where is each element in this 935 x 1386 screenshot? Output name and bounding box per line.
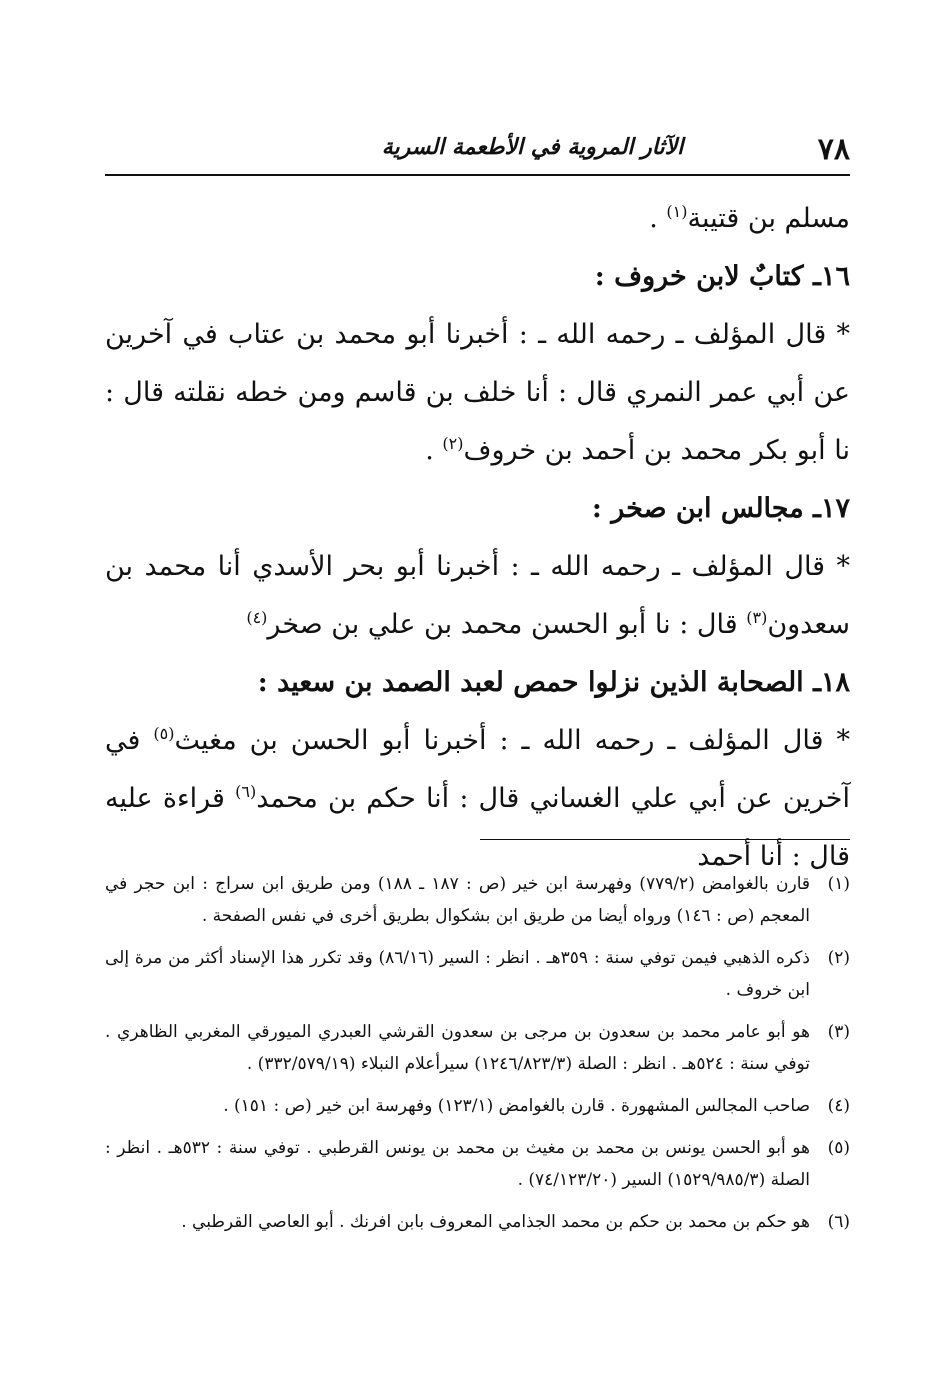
footnote-text: قارن بالغوامض (٧٧٩/٢) وفهرسة ابن خير (ص : ١٨٧ ـ ١٨٨) ومن طريق ابن سراج : ابن حجر في المعجم (ص : ١٤٦) ورواه أيضا من طريق ابن بشكوال بطريق أخرى في نفس الصفحة .	[105, 874, 811, 926]
footnote-6	[105, 1206, 850, 1238]
entry-18-body-a: * قال المؤلف ـ رحمه الله ـ : أخبرنا أبو الحسن بن مغيث	[174, 725, 851, 756]
footnote-text: هو أبو الحسن يونس بن محمد بن مغيث بن محمد بن يونس القرطبي . توفي سنة : ٥٣٢هـ . انظر : الصلة (١٥٢٩/٩٨٥/٣) السير (٧٤/١٢٣/٢٠) .	[105, 1138, 810, 1190]
footnote-text: هو حكم بن محمد بن حكم بن محمد الجذامي المعروف بابن افرنك . أبو العاصي القرطبي .	[181, 1212, 810, 1232]
footnote-ref-2[interactable]: (٢)	[442, 434, 464, 453]
intro-text: مسلم بن قتيبة	[687, 203, 850, 234]
header-divider	[105, 174, 850, 176]
footnote-4	[105, 1090, 850, 1122]
footnote-5	[105, 1132, 850, 1196]
footnote-3	[105, 1016, 850, 1080]
entry-17-body-a: * قال المؤلف ـ رحمه الله ـ : أخبرنا أبو بحر الأسدي أنا محمد بن سعدون	[105, 551, 850, 640]
entry-18-body-c: قراءة عليه قال : أنا أحمد	[105, 783, 850, 872]
footnote-text: صاحب المجالس المشهورة . قارن بالغوامض (١٢٣/١) وفهرسة ابن خير (ص : ١٥١) .	[223, 1096, 810, 1116]
footnote-text: ذكره الذهبي فيمن توفي سنة : ٣٥٩هـ . انظر : السير (٨٦/١٦) وقد تكرر هذا الإسناد أكثر من مرة إلى ابن خروف .	[105, 948, 811, 1000]
footnotes	[105, 868, 850, 1248]
paragraph-intro	[105, 190, 850, 248]
intro-end: .	[649, 203, 667, 234]
footnote-number: (٥)	[827, 1138, 850, 1158]
book-title: الآثار المروية في الأطعمة السرية	[381, 134, 684, 160]
footnote-number: (٢)	[827, 948, 850, 968]
page-number: ٧٨	[817, 132, 850, 167]
entry-18-body-b: في آخرين عن أبي علي الغساني قال : أنا حكم بن محمد	[105, 725, 850, 814]
footnote-number: (٤)	[827, 1096, 850, 1116]
main-text	[105, 190, 850, 886]
footnote-number: (١)	[827, 874, 850, 894]
footnote-2	[105, 942, 850, 1006]
footnote-number: (٣)	[827, 1022, 850, 1042]
entry-16-end: .	[425, 435, 443, 466]
entry-17-body-b: قال : نا أبو الحسن محمد بن علي بن صخر	[267, 609, 747, 640]
entry-16-text	[105, 306, 850, 480]
entry-17-text	[105, 538, 850, 654]
entry-18-text	[105, 712, 850, 886]
entry-16-body: * قال المؤلف ـ رحمه الله ـ : أخبرنا أبو محمد بن عتاب في آخرين عن أبي عمر النمري قال : أنا خلف بن قاسم ومن خطه نقلته قال : نا أبو بكر محمد بن أحمد بن خروف	[105, 319, 850, 466]
page-header	[105, 120, 850, 176]
entry-16-title: ١٦ـ كتابٌ لابن خروف :	[594, 261, 850, 292]
footnote-ref-4[interactable]: (٤)	[246, 608, 268, 627]
footnote-number: (٦)	[827, 1212, 850, 1232]
footnote-ref-3[interactable]: (٣)	[746, 608, 768, 627]
footnote-text: هو أبو عامر محمد بن سعدون بن مرجى بن سعدون القرشي العبدري الميورقي المغربي الظاهري . توفي سنة : ٥٢٤هـ . انظر : الصلة (١٢٤٦/٨٢٣/٣) سيرأعلام النبلاء (٣٣٢/٥٧٩/١٩) .	[105, 1022, 810, 1074]
footnote-ref-6[interactable]: (٦)	[235, 782, 257, 801]
entry-17-title: ١٧ـ مجالس ابن صخر :	[591, 493, 850, 524]
footnote-ref-5[interactable]: (٥)	[153, 724, 175, 743]
footnote-1	[105, 868, 850, 932]
entry-18-title: ١٨ـ الصحابة الذين نزلوا حمص لعبد الصمد بن سعيد :	[257, 667, 850, 698]
footnote-ref-1[interactable]: (١)	[666, 202, 688, 221]
footnote-divider	[480, 839, 850, 840]
